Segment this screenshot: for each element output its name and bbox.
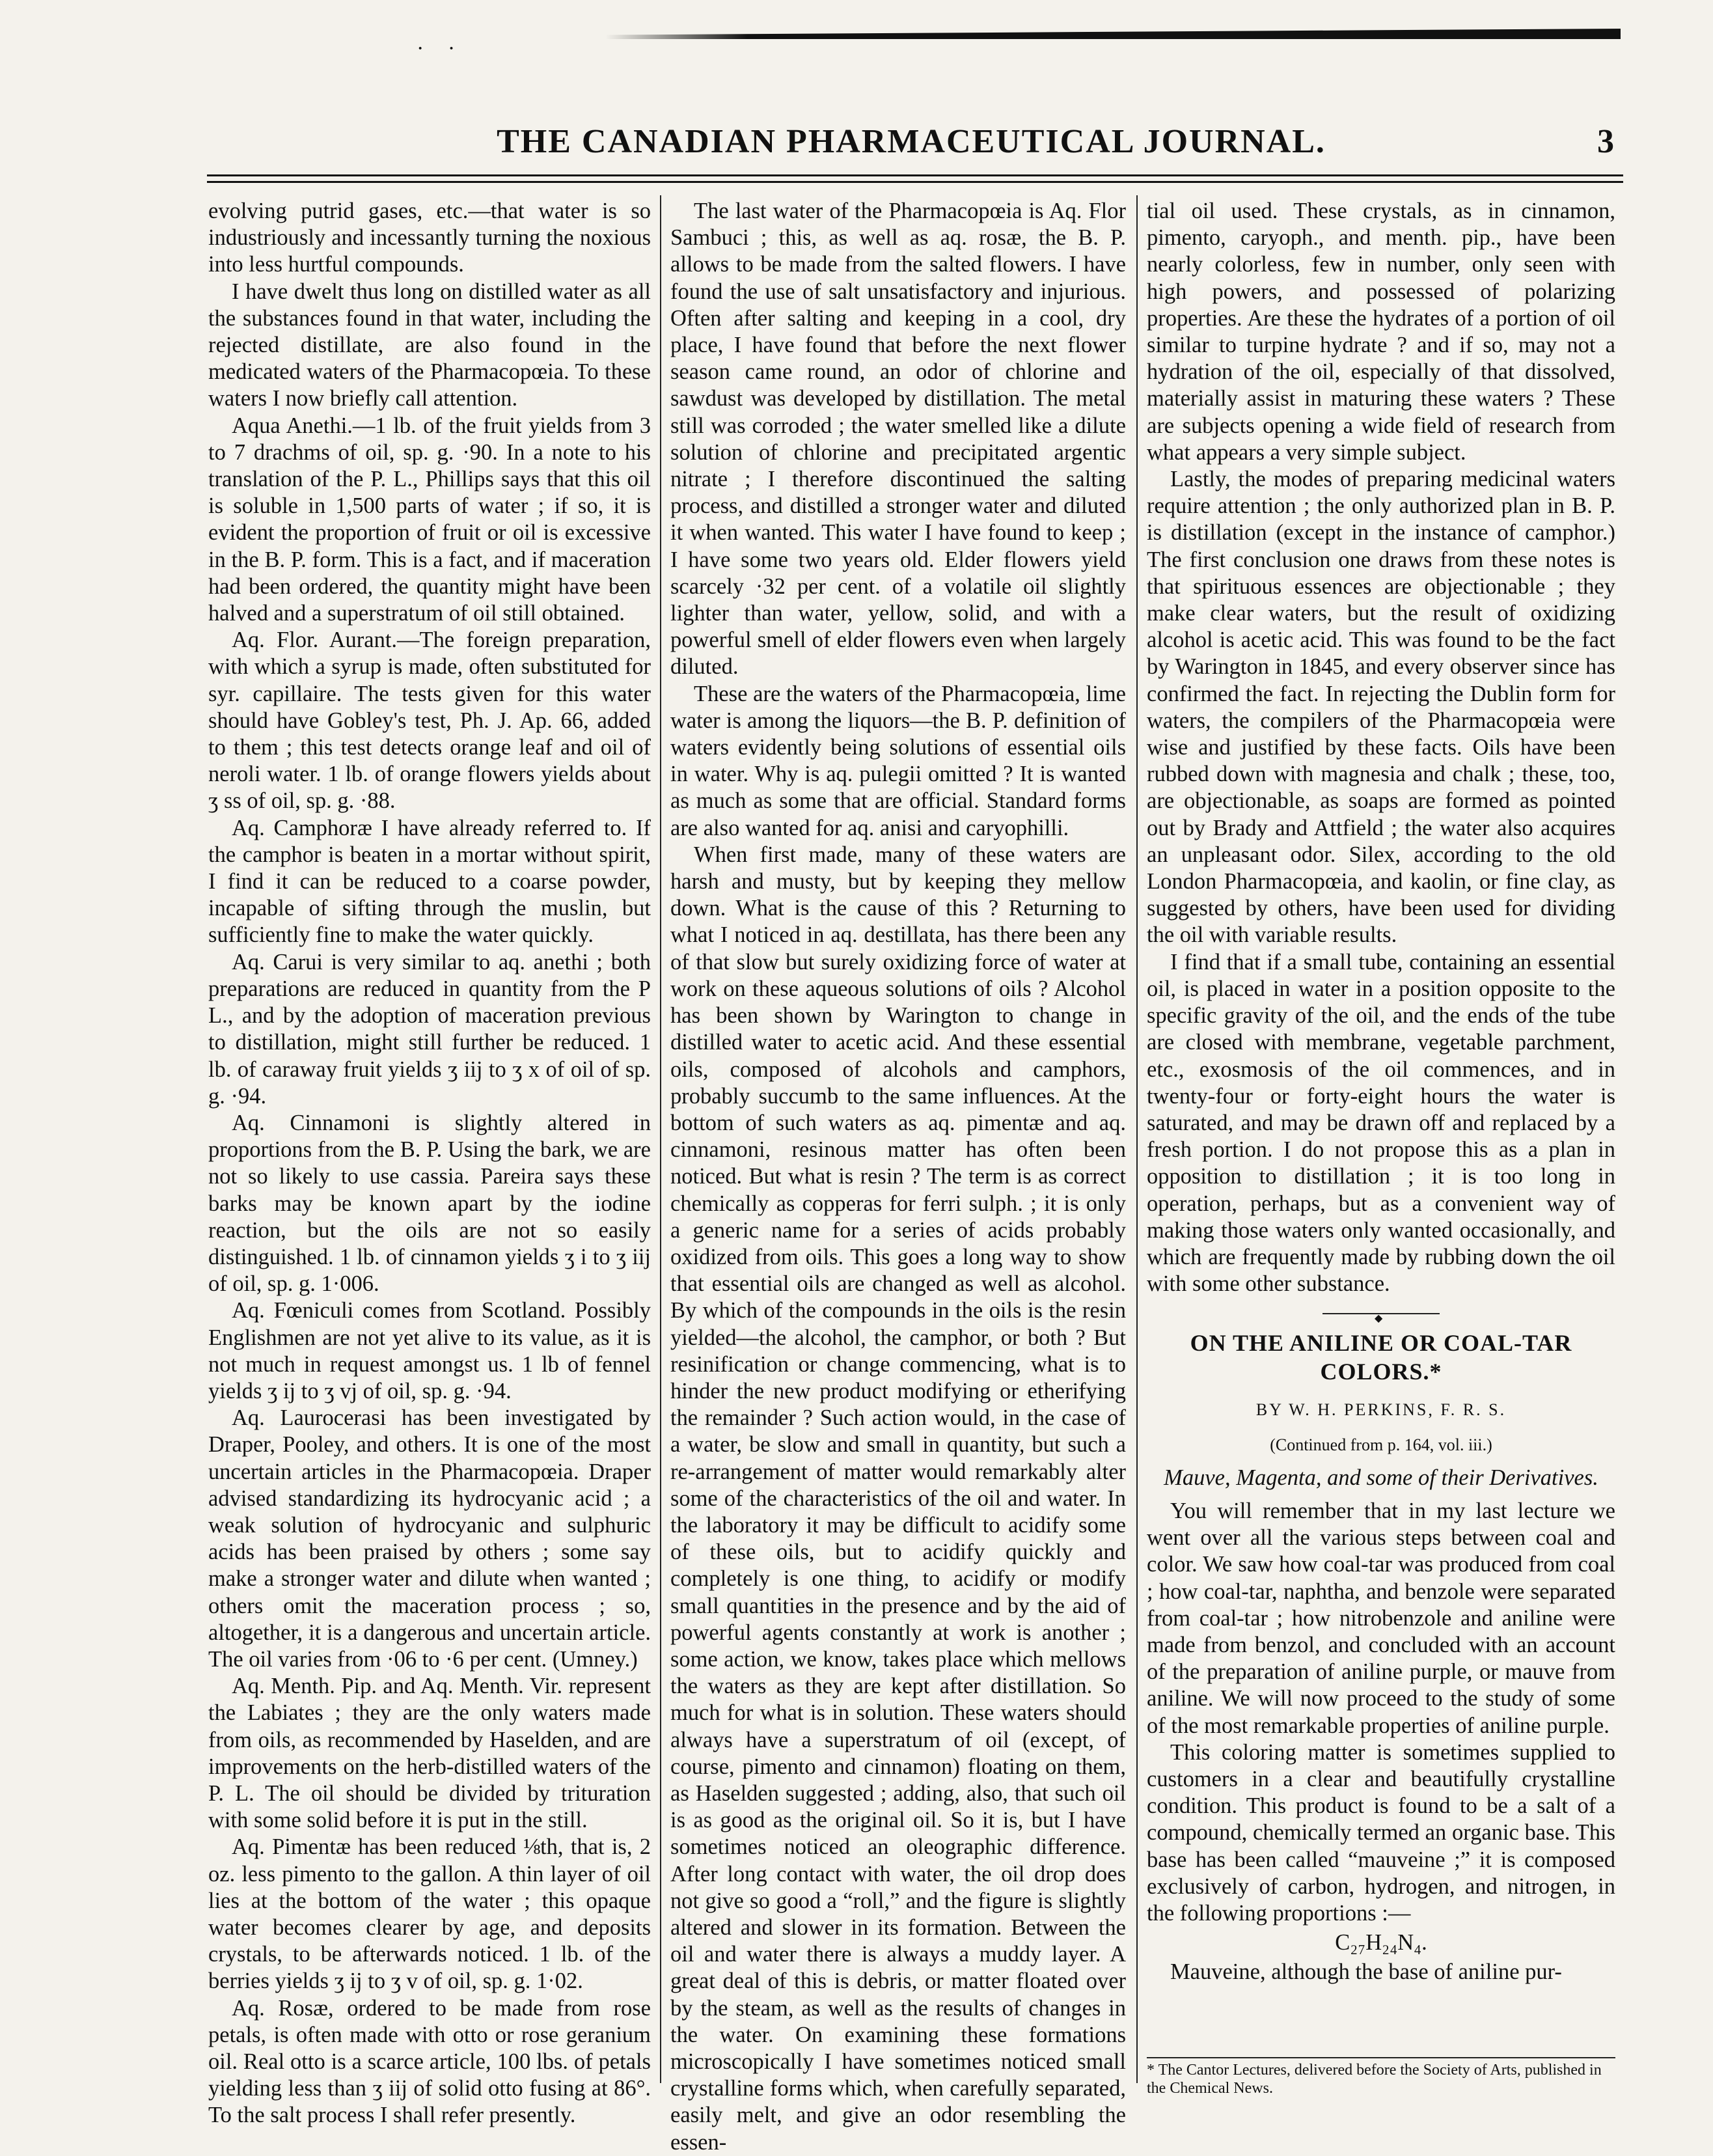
column-3	[1147, 198, 1615, 2089]
paragraph: I find that if a small tube, containing an essential oil, is placed in water in a position opposite to the specific gravity of the oil, and the ends of the tube are closed with membrane, vegetable parchment, etc., exosmosis of the oil commences, and in twenty-four or forty-eight hours the water is saturated, and may be drawn off and replaced by a fresh portion. I do not propose this as a plan in opposition to distillation ; it is too long in operation, perhaps, but as a convenient way of making those waters only wanted occasionally, and which are frequently made by rubbing down the oil with some other substance.	[1147, 949, 1615, 1297]
top-edge-dots: · ·	[417, 36, 465, 61]
paragraph: Lastly, the modes of preparing medicinal waters require attention ; the only authorized plan in B. P. is distillation (except in the instance of camphor.) The first conclusion one draws from these notes is that spirituous essences are objectionable ; they make clear waters, but the result of oxidizing alcohol is acetic acid. This was found to be the fact by Warington in 1845, and every observer since has confirmed the fact. In rejecting the Dublin form for waters, the compilers of the Pharmacopœia were wise and justified by these facts. Oils have been rubbed down with magnesia and chalk ; these, too, are objectionable, as soaps are formed as pointed out by Brady and Attfield ; the water also acquires an unpleasant odor. Silex, according to the old London Pharmacopœia, and kaolin, or fine clay, as suggested by others, have been used for dividing the oil with variable results.	[1147, 467, 1615, 948]
article-byline: BY W. H. PERKINS, F. R. S.	[1255, 1400, 1507, 1420]
paragraph: Aq. Pimentæ has been reduced ⅛th, that is, 2 oz. less pimento to the gallon. A thin layer of oil lies at the bottom of the water ; this opaque water becomes clearer by age, and deposits crystals, to be afterwards noticed. 1 lb. of the berries yields ʒ ij to ʒ v of oil, sp. g. 1·02.	[208, 1834, 651, 1994]
paragraph: This coloring matter is sometimes supplied to customers in a clear and beautifully crystalline condition. This product is found to be a salt of a compound, chemically termed an organic base. This base has been called “mauveine ;” it is composed exclusively of carbon, hydrogen, and nitrogen, in the following proportions :—	[1147, 1739, 1615, 1926]
section-separator	[1322, 1313, 1440, 1314]
paragraph: The last water of the Pharmacopœia is Aq. Flor Sambuci ; this, as well as aq. rosæ, the B. P. allows to be made from the salted flowers. I have found the use of salt unsatisfactory and injurious. Often after salting and keeping in a cool, dry place, I have found that before the next flower season came round, an odor of chlorine and sawdust was developed by distillation. The metal still was corroded ; the water smelled like a dilute solution of chlorine and precipitated argentic nitrate ; I therefore discontinued the salting process, and distilled a stronger water and diluted it when wanted. This water I have found to keep ; I have some two years old. Elder flowers yield scarcely ·32 per cent. of a volatile oil slightly lighter than water, yellow, solid, and with a powerful smell of elder flowers even when largely diluted.	[670, 199, 1126, 680]
paragraph: Aq. Fœniculi comes from Scotland. Possibly Englishmen are not yet alive to its value, as it is not much in request amongst us. 1 lb of fennel yields ʒ ij to ʒ vj of oil, sp. g. ·94.	[208, 1298, 651, 1403]
paragraph: When first made, many of these waters are harsh and musty, but by keeping they mellow down. What is the cause of this ? Returning to what I noticed in aq. destillata, has there been any of that slow but surely oxidizing force of water at work on these aqueous solutions of oils ? Alcohol has been shown by Warington to change in distilled water to acetic acid. And these essential oils, composed of alcohols and camphors, probably succumb to the same influences. At the bottom of such waters as aq. pimentæ and aq. cinnamoni, resinous matter has often been noticed. But what is resin ? The term is as correct chemically as copperas for ferri sulph. ; it is only a generic name for a series of acids probably oxidized from oils. This goes a long way to show that essential oils are changed as well as alcohol. By which of the compounds in the oils is the resin yielded—the alcohol, the camphor, or both ? But resinification or change commencing, what is to hinder the new product modifying or etherifying the remainder ? Such action would, in the case of a water, be slow and small in quantity, but such a re-arrangement of matter would remarkably alter some of the characteristics of the oil and water. In the laboratory it may be difficult to acidify some of these oils, but to acidify quickly and completely is one thing, to acidify or modify small quantities in the presence and by the aid of powerful agents constantly at work is another ; some action, we know, takes place which mellows the waters as they are kept after distillation. So much for what is in solution. These waters should always have a superstratum of oil (except, of course, pimento and cinnamon) floating on them, as Haselden suggested ; adding, also, that such oil is as good as the original oil. So it is, but I have sometimes noticed an oleographic difference. After long contact with water, the oil drop does not give so good a “roll,” and the figure is slightly altered and slower in its formation. Between the oil and water there is always a muddy layer. A great deal of this is debris, or matter floated over by the steam, as well as the results of changes in the water. On examining these formations microscopically I have sometimes noticed small crystalline forms which, when carefully separated, easily melt, and give an odor resembling the essen-	[670, 842, 1126, 2155]
column-2	[670, 198, 1126, 2155]
paragraph: These are the waters of the Pharmacopœia, lime water is among the liquors—the B. P. definition of waters evidently being solutions of essential oils in water. Why is aq. pulegii omitted ? It is wanted as much as some that are official. Standard forms are also wanted for aq. anisi and caryophilli.	[670, 681, 1126, 840]
paragraph: Aqua Anethi.—1 lb. of the fruit yields from 3 to 7 drachms of oil, sp. g. ·90. In a note to his translation of the P. L., Phillips says that this oil is soluble in 1,500 parts of water ; if so, it is evident the proportion of fruit or oil is excessive in the B. P. form. This is a fact, and if maceration had been ordered, the quantity might have been halved and a superstratum of oil still obtained.	[208, 413, 651, 626]
paragraph: Aq. Cinnamoni is slightly altered in proportions from the B. P. Using the bark, we are not so likely to use cassia. Pareira says these barks may be known apart by the iodine reaction, but the oils are not so easily distinguished. 1 lb. of cinnamon yields ʒ i to ʒ iij of oil, sp. g. 1·006.	[208, 1110, 651, 1297]
article-title: ON THE ANILINE OR COAL-TAR COLORS.*	[1190, 1330, 1572, 1385]
paragraph: Aq. Laurocerasi has been investigated by Draper, Pooley, and others. It is one of the most uncertain articles in the Pharmacopœia. Draper advised standardizing its hydrocyanic acid ; a weak solution of hydrocyanic and sulphuric acids has been praised by others ; some say make a stronger water and dilute when wanted ; others omit the maceration process ; so, altogether, it is a dangerous and uncertain article. The oil varies from ·06 to ·6 per cent. (Umney.)	[208, 1405, 651, 1672]
paragraph: Aq. Flor. Aurant.—The foreign preparation, with which a syrup is made, often substituted for syr. capillaire. The tests given for this water should have Gobley's test, Ph. J. Ap. 66, added to them ; this test detects orange leaf and oil of neroli water. 1 lb. of orange flowers yields about ʒ ss of oil, sp. g. ·88.	[208, 628, 651, 814]
footnote: * The Cantor Lectures, delivered before the Society of Arts, published in the Chemical News.	[1147, 2057, 1615, 2097]
header-rule-top	[207, 174, 1623, 176]
paragraph: I have dwelt thus long on distilled water as all the substances found in that water, including the rejected distillate, are also found in the medicated waters of the Pharmacopœia. To these waters I now briefly call attention.	[208, 279, 651, 411]
paragraph: Aq. Menth. Pip. and Aq. Menth. Vir. represent the Labiates ; they are the only waters made from oils, as recommended by Haselden, and are improvements on the herb-distilled waters of the P. L. The oil should be divided by trituration with some solid before it is put in the still.	[208, 1674, 651, 1833]
page-header	[208, 122, 1614, 168]
paragraph: Aq. Rosæ, ordered to be made from rose petals, is often made with otto or rose geranium oil. Real otto is a scarce article, 100 lbs. of petals yielding less than ʒ iij of solid otto fusing at 86°. To the salt process I shall refer presently.	[208, 1995, 651, 2128]
chemical-formula: C₂₇H₂₄N₄.	[1335, 1930, 1427, 1956]
paragraph: Mauveine, although the base of aniline pur-	[1170, 1959, 1562, 1985]
header-rule-bottom	[207, 181, 1623, 183]
paragraph: tial oil used. These crystals, as in cinnamon, pimento, caryoph., and menth. pip., have been nearly colorless, few in number, only seen with high powers, and possessed of polarizing properties. Are these the hydrates of a portion of oil similar to turpine hydrate ? and if so, may not a hydration of the oil, especially of that dissolved, materially assist in maturing these waters ? These are subjects opening a wide field of research from what appears a very simple subject.	[1147, 199, 1615, 465]
column-divider-1	[660, 195, 661, 2083]
continued-note: (Continued from p. 164, vol. iii.)	[1270, 1435, 1492, 1454]
top-edge-smudge	[605, 29, 1621, 39]
page-number: 3	[1597, 123, 1614, 160]
paragraph: You will remember that in my last lecture we went over all the various steps between coal and color. We saw how coal-tar was produced from coal ; how coal-tar, naphtha, and benzole were separated from coal-tar ; how nitrobenzole and aniline were made from benzol, and concluded with an account of the preparation of aniline purple, or mauve from aniline. We will now proceed to the study of some of the most remarkable properties of aniline purple.	[1147, 1498, 1615, 1738]
paragraph: Aq. Carui is very similar to aq. anethi ; both preparations are reduced in quantity from the P L., and by the adoption of maceration previous to distillation, might still further be reduced. 1 lb. of caraway fruit yields ʒ iij to ʒ x of oil of sp. g. ·94.	[208, 949, 651, 1109]
paragraph: Aq. Camphoræ I have already referred to. If the camphor is beaten in a mortar without spirit, I find it can be reduced to a coarse powder, incapable of sifting through the muslin, but sufficiently fine to make the water quickly.	[208, 815, 651, 948]
article-subheading: Mauve, Magenta, and some of their Derivatives.	[1164, 1465, 1598, 1490]
paragraph: evolving putrid gases, etc.—that water is so industriously and incessantly turning the noxious into less hurtful compounds.	[208, 199, 651, 277]
journal-title: THE CANADIAN PHARMACEUTICAL JOURNAL.	[497, 123, 1326, 160]
column-divider-2	[1136, 195, 1138, 2083]
column-1	[208, 198, 651, 2128]
